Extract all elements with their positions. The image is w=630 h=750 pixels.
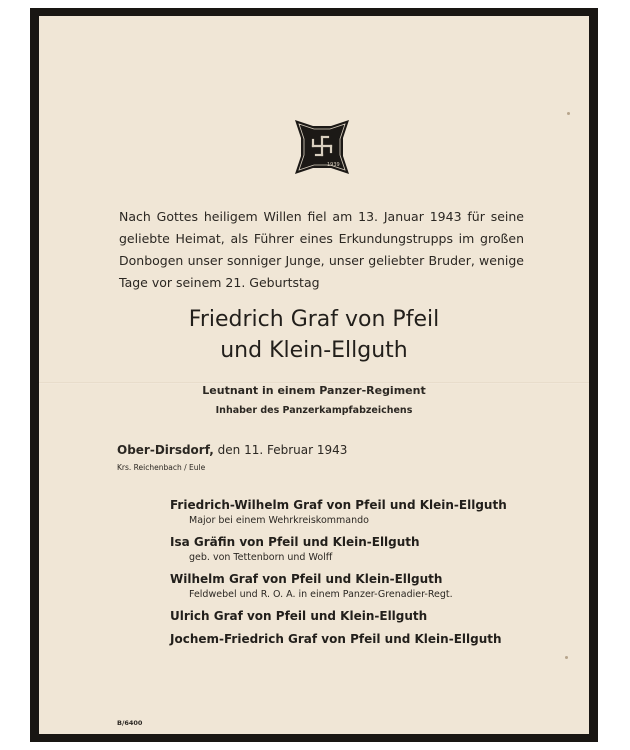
mourning-card — [30, 8, 598, 742]
family-member-note: Major bei einem Wehrkreiskommando — [189, 515, 369, 526]
intro-text: Nach Gottes heiligem Willen fiel am 13. Januar 1943 für seine geliebte Heimat, als Führer eines Erkundungstrupps im großen Donbogen unser sonniger Junge, unser geliebter Bruder, wenige Tage vor seinem 21. Geburtstag — [119, 209, 524, 290]
district-line: Krs. Reichenbach / Eule — [117, 463, 206, 472]
award-line: Inhaber des Panzerkampfabzeichens — [215, 405, 413, 416]
rank-line: Leutnant in einem Panzer-Regiment — [202, 384, 426, 397]
family-member-name: Ulrich Graf von Pfeil und Klein-Ellguth — [170, 609, 428, 623]
family-member-name: Isa Gräfin von Pfeil und Klein-Ellguth — [170, 535, 420, 549]
print-number: B/6400 — [117, 719, 143, 727]
family-list — [170, 497, 550, 648]
deceased-name-line1: Friedrich Graf von Pfeil — [188, 307, 440, 332]
place-date: den 11. Februar 1943 — [217, 443, 348, 457]
family-member-name: Friedrich-Wilhelm Graf von Pfeil und Klein-Ellguth — [170, 498, 507, 512]
card-paper — [39, 16, 589, 734]
family-member-name: Jochem-Friedrich Graf von Pfeil und Klein-Ellguth — [170, 632, 502, 646]
paper-speck — [565, 656, 568, 659]
cross-year-label: 1939 — [327, 162, 340, 168]
deceased-name — [39, 304, 589, 366]
paper-speck — [567, 112, 570, 115]
family-member-note: Feldwebel und R. O. A. in einem Panzer-Grenadier-Regt. — [189, 589, 453, 600]
family-member-name: Wilhelm Graf von Pfeil und Klein-Ellguth — [170, 572, 443, 586]
deceased-name-line2: und Klein-Ellguth — [220, 338, 408, 363]
family-member-note: geb. von Tettenborn und Wolff — [189, 552, 333, 563]
place-town: Ober-Dirsdorf, — [117, 443, 214, 457]
iron-cross-icon — [291, 116, 353, 178]
place-date-line — [117, 443, 347, 457]
